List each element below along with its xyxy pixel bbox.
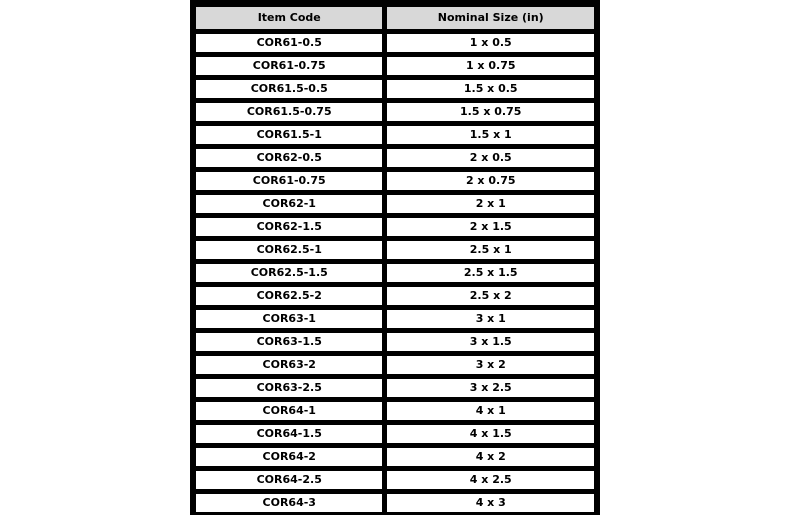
table-row <box>196 241 594 259</box>
table-header-row <box>196 7 594 29</box>
cell-item-code: COR62.5-2 <box>196 287 382 305</box>
table-row <box>196 172 594 190</box>
cell-item-code: COR62-0.5 <box>196 149 382 167</box>
cell-item-code: COR61-0.75 <box>196 172 382 190</box>
cell-item-code: COR62.5-1 <box>196 241 382 259</box>
table-row <box>196 195 594 213</box>
cell-nominal-size: 2 x 0.75 <box>387 172 594 190</box>
cell-nominal-size: 4 x 2 <box>387 448 594 466</box>
table-row <box>196 264 594 282</box>
table-row <box>196 402 594 420</box>
cell-item-code: COR64-2.5 <box>196 471 382 489</box>
cell-nominal-size: 1 x 0.5 <box>387 34 594 52</box>
cell-item-code: COR61.5-0.5 <box>196 80 382 98</box>
cell-nominal-size: 2 x 1 <box>387 195 594 213</box>
cell-nominal-size: 2.5 x 1.5 <box>387 264 594 282</box>
cell-nominal-size: 4 x 3 <box>387 494 594 512</box>
table-row <box>196 356 594 374</box>
cell-item-code: COR62-1 <box>196 195 382 213</box>
table-row <box>196 126 594 144</box>
cell-nominal-size: 2.5 x 2 <box>387 287 594 305</box>
table-row <box>196 287 594 305</box>
cell-item-code: COR62-1.5 <box>196 218 382 236</box>
cell-nominal-size: 3 x 2 <box>387 356 594 374</box>
cell-nominal-size: 1.5 x 0.75 <box>387 103 594 121</box>
cell-item-code: COR64-3 <box>196 494 382 512</box>
table-row <box>196 218 594 236</box>
table-row <box>196 471 594 489</box>
table-row <box>196 57 594 75</box>
cell-nominal-size: 1.5 x 1 <box>387 126 594 144</box>
table-row <box>196 494 594 512</box>
cell-item-code: COR63-2.5 <box>196 379 382 397</box>
cell-item-code: COR63-1.5 <box>196 333 382 351</box>
size-table-panel <box>190 0 600 515</box>
header-nominal-size: Nominal Size (in) <box>387 7 594 29</box>
cell-nominal-size: 1 x 0.75 <box>387 57 594 75</box>
table-row <box>196 310 594 328</box>
table-row <box>196 34 594 52</box>
table-row <box>196 333 594 351</box>
cell-item-code: COR64-1 <box>196 402 382 420</box>
cell-item-code: COR64-2 <box>196 448 382 466</box>
header-item-code: Item Code <box>196 7 382 29</box>
cell-item-code: COR61-0.75 <box>196 57 382 75</box>
cell-nominal-size: 4 x 1.5 <box>387 425 594 443</box>
table-body <box>196 34 594 512</box>
cell-item-code: COR61.5-0.75 <box>196 103 382 121</box>
cell-item-code: COR63-1 <box>196 310 382 328</box>
cell-nominal-size: 2 x 0.5 <box>387 149 594 167</box>
table-row <box>196 448 594 466</box>
cell-item-code: COR62.5-1.5 <box>196 264 382 282</box>
cell-nominal-size: 3 x 2.5 <box>387 379 594 397</box>
cell-nominal-size: 4 x 1 <box>387 402 594 420</box>
cell-nominal-size: 2.5 x 1 <box>387 241 594 259</box>
cell-nominal-size: 3 x 1 <box>387 310 594 328</box>
cell-nominal-size: 2 x 1.5 <box>387 218 594 236</box>
cell-nominal-size: 1.5 x 0.5 <box>387 80 594 98</box>
table-row <box>196 103 594 121</box>
size-table <box>191 2 599 517</box>
cell-item-code: COR63-2 <box>196 356 382 374</box>
table-row <box>196 379 594 397</box>
cell-nominal-size: 4 x 2.5 <box>387 471 594 489</box>
cell-item-code: COR64-1.5 <box>196 425 382 443</box>
table-row <box>196 425 594 443</box>
cell-item-code: COR61.5-1 <box>196 126 382 144</box>
cell-nominal-size: 3 x 1.5 <box>387 333 594 351</box>
table-row <box>196 80 594 98</box>
cell-item-code: COR61-0.5 <box>196 34 382 52</box>
table-row <box>196 149 594 167</box>
